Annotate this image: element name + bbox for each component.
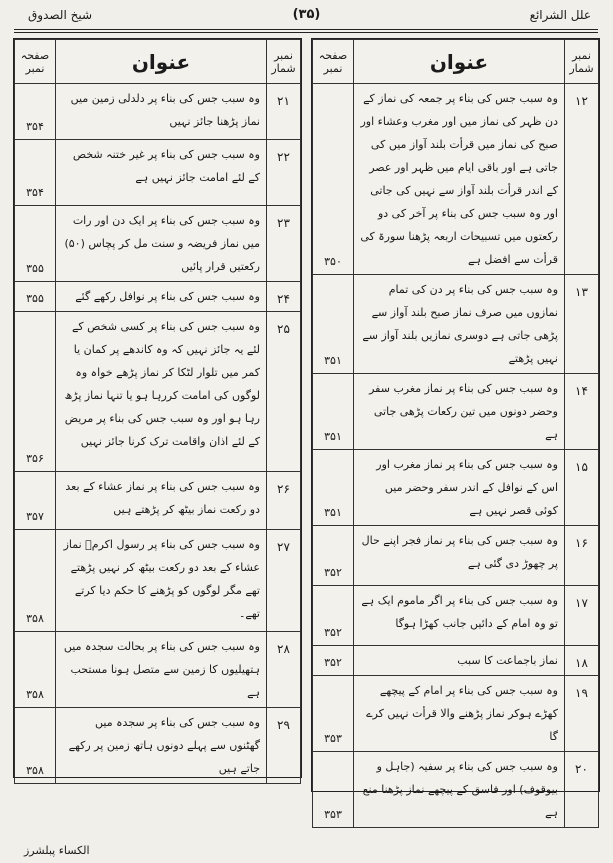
toc-row (15, 708, 301, 784)
entry-number: ۱۴ (565, 374, 599, 450)
entry-title: وہ سبب جس کی بناء پر نماز مغرب اور اس کے نوافل کے اندر سفر وحضر میں کوئی قصر نہیں ہے (354, 450, 565, 526)
toc-row (15, 206, 301, 282)
entry-page: ۳۵۲ (313, 586, 354, 646)
toc-row (313, 526, 599, 586)
entry-title: وہ سبب جس کی بناء پر رسول اکرمؐ نماز عشاء کے بعد دو رکعت بیٹھ کر نہیں پڑھتے تھے مگر لوگوں کو پڑھنے کا حکم دیا کرتے تھے۔ (56, 530, 267, 632)
entry-number: ۲۳ (267, 206, 301, 282)
entry-title: وہ سبب جس کی بناء پر غیر ختنہ شخص کے لئے امامت جائز نہیں ہے (56, 140, 267, 206)
entry-number: ۲۵ (267, 312, 301, 472)
entry-page: ۳۵۱ (313, 374, 354, 450)
toc-row (313, 374, 599, 450)
toc-table-right (311, 38, 600, 821)
entry-number: ۲۰ (565, 752, 599, 828)
table-header-row (313, 40, 599, 84)
entry-title: وہ سبب جس کی بناء پر نماز فجر اپنے حال پر چھوڑ دی گئی ہے (354, 526, 565, 586)
entry-page: ۳۵۵ (15, 282, 56, 312)
entry-number: ۱۷ (565, 586, 599, 646)
toc-row (15, 282, 301, 312)
toc-row (15, 530, 301, 632)
entry-page: ۳۵۶ (15, 312, 56, 472)
toc-table-left (13, 38, 302, 778)
entry-title: وہ سبب جس کی بناء پر بحالت سجدہ میں ہتھیلیوں کا زمین سے متصل ہونا مستحب ہے (56, 632, 267, 708)
entry-number: ۲۱ (267, 84, 301, 140)
publisher-name: الکساء پبلشرز (24, 844, 90, 857)
toc-row (313, 84, 599, 275)
entry-number: ۲۷ (267, 530, 301, 632)
entry-number: ۲۴ (267, 282, 301, 312)
entry-title: وہ سبب جس کی بناء پر امام کے پیچھے کھڑے ہوکر نماز پڑھنے والا قرأت نہیں کرے گا (354, 676, 565, 752)
table-header-row (15, 40, 301, 84)
entry-page: ۳۵۸ (15, 632, 56, 708)
entry-number: ۲۹ (267, 708, 301, 784)
toc-row (15, 84, 301, 140)
page-number: (۳۵) (292, 7, 321, 22)
number-column-header: نمبر شمار (565, 40, 599, 84)
entry-number: ۲۲ (267, 140, 301, 206)
entry-title: وہ سبب جس کی بناء پر نماز عشاء کے بعد دو رکعت نماز بیٹھ کر پڑھتے ہیں (56, 472, 267, 530)
toc-row (15, 632, 301, 708)
toc-row (313, 275, 599, 374)
header-rule (14, 29, 598, 30)
number-column-header: نمبر شمار (267, 40, 301, 84)
entry-title: وہ سبب جس کی بناء پر نوافل رکھے گئے (56, 282, 267, 312)
entry-page: ۳۵۲ (313, 646, 354, 676)
entry-page: ۳۵۴ (15, 84, 56, 140)
entry-title: وہ سبب جس کی بناء پر جمعہ کی نماز کے دن ظہر کی نماز میں اور مغرب وعشاء اور صبح کی نماز میں قرأت بلند آواز میں کی جاتی ہے اور باقی ایام میں ظہر اور عصر کے اندر قرأت بلند آواز سے نہیں کی جاتی اور وہ سبب جس کی بناء پر آخر کی دو رکعتوں میں تسبیحات اربعہ پڑھنا سورۃ کی قرأت سے افضل ہے (354, 84, 565, 275)
entry-page: ۳۵۲ (313, 526, 354, 586)
entry-page: ۳۵۳ (313, 676, 354, 752)
entry-title: وہ سبب جس کی بناء پر سفیہ (جاہل و بیوقوف) اور فاسق کے پیچھے نماز پڑھنا منع ہے (354, 752, 565, 828)
entry-number: ۱۶ (565, 526, 599, 586)
title-column-header: عنوان (56, 40, 267, 84)
entry-page: ۳۵۴ (15, 140, 56, 206)
page-column-header: صفحہ نمبر (313, 40, 354, 84)
entry-title: نماز باجماعت کا سبب (354, 646, 565, 676)
toc-row (15, 472, 301, 530)
entry-title: وہ سبب جس کی بناء پر کسی شخص کے لئے یہ جائز نہیں کہ وہ کاندھے پر کمان یا کمر میں تلوار لٹکا کر نماز پڑھے خواہ وہ لوگوں کی امامت کررہا ہو یا تنہا نماز پڑھ رہا ہو اور وہ سبب جس کی بناء پر مریض کے لئے اذان واقامت ترک کرنا جائز نہیں (56, 312, 267, 472)
page-column-header: صفحہ نمبر (15, 40, 56, 84)
entry-title: وہ سبب جس کی بناء پر دلدلی زمین میں نماز پڑھنا جائز نہیں (56, 84, 267, 140)
entry-page: ۳۵۱ (313, 275, 354, 374)
entry-title: وہ سبب جس کی بناء پر نماز مغرب سفر وحضر دونوں میں تین رکعات پڑھی جاتی ہے (354, 374, 565, 450)
title-column-header: عنوان (354, 40, 565, 84)
entry-page: ۳۵۰ (313, 84, 354, 275)
entry-page: ۳۵۸ (15, 708, 56, 784)
entry-number: ۲۸ (267, 632, 301, 708)
entry-number: ۱۳ (565, 275, 599, 374)
toc-row (15, 312, 301, 472)
entry-page: ۳۵۵ (15, 206, 56, 282)
entry-title: وہ سبب جس کی بناء پر دن کی تمام نمازوں میں صرف نماز صبح بلند آواز سے پڑھی جاتی ہے دوسری نمازیں بلند آواز سے نہیں پڑھتے (354, 275, 565, 374)
toc-row (313, 646, 599, 676)
entry-page: ۳۵۳ (313, 752, 354, 828)
entry-page: ۳۵۱ (313, 450, 354, 526)
entry-number: ۲۶ (267, 472, 301, 530)
toc-row (313, 450, 599, 526)
entry-page: ۳۵۷ (15, 472, 56, 530)
book-title: علل الشرائع (529, 8, 591, 22)
entry-number: ۱۸ (565, 646, 599, 676)
toc-row (313, 752, 599, 828)
entry-page: ۳۵۸ (15, 530, 56, 632)
toc-row (313, 586, 599, 646)
entry-title: وہ سبب جس کی بناء پر اگر ماموم ایک ہے تو وہ امام کے دائیں جانب کھڑا ہوگا (354, 586, 565, 646)
author-name: شیخ الصدوق (28, 8, 93, 22)
entry-title: وہ سبب جس کی بناء پر سجدہ میں گھٹنوں سے پہلے دونوں ہاتھ زمین پر رکھے جاتے ہیں (56, 708, 267, 784)
entry-number: ۱۹ (565, 676, 599, 752)
header-rule-double (14, 32, 598, 33)
entry-title: وہ سبب جس کی بناء پر ایک دن اور رات میں نماز فریضہ و سنت مل کر پچاس (۵۰) رکعتیں قرار پائیں (56, 206, 267, 282)
entry-number: ۱۵ (565, 450, 599, 526)
toc-row (15, 140, 301, 206)
entry-number: ۱۲ (565, 84, 599, 275)
toc-row (313, 676, 599, 752)
